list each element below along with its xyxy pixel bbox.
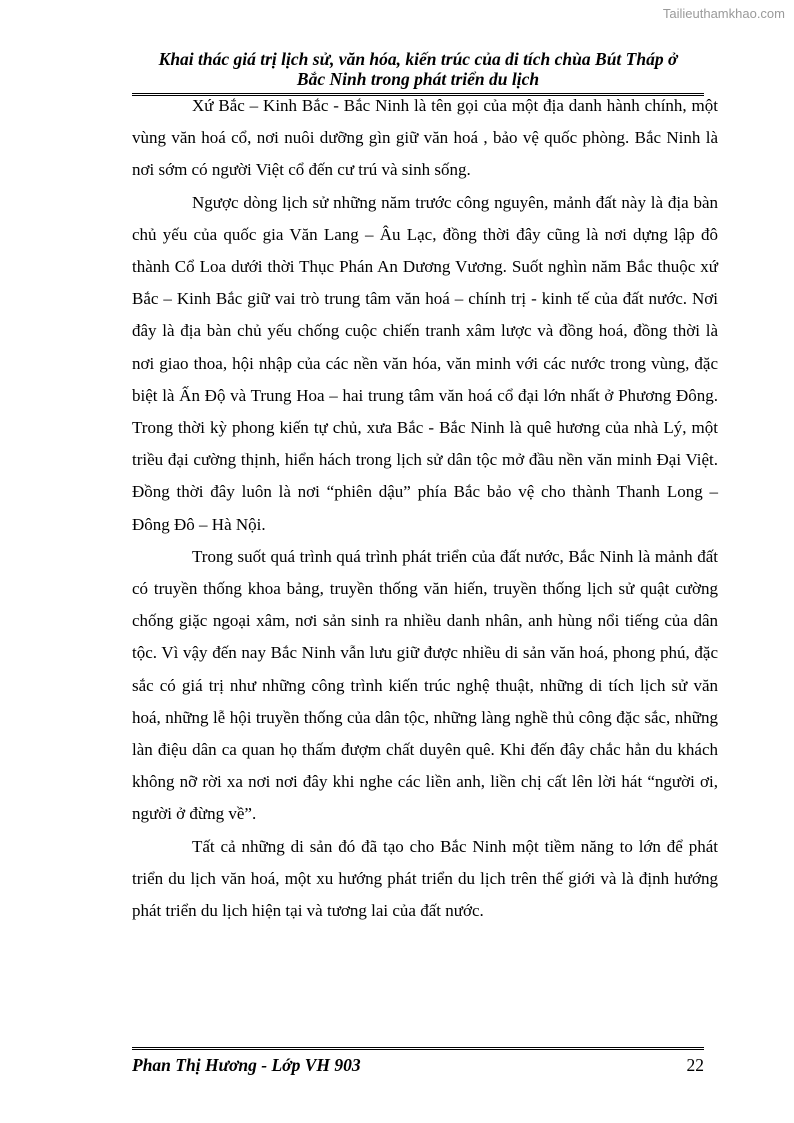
header-title-line-2: Bắc Ninh trong phát triển du lịch [296,69,540,89]
page-number: 22 [686,1055,704,1075]
paragraph: Ngược dòng lịch sử những năm trước công nguyên, mảnh đất này là địa bàn chủ yếu của quốc gia Văn Lang – Âu Lạc, đồng thời đây cũng là nơi dựng lập đô thành Cổ Loa dưới thời Thục Phán An Dương Vương. Suốt nghìn năm Bắc thuộc xứ Bắc – Kinh Bắc giữ vai trò trung tâm văn hoá – chính trị - kinh tế của đất nước. Nơi đây là địa bàn chủ yếu chống cuộc chiến tranh xâm lược và đồng hoá, đồng thời là nơi giao thoa, hội nhập của các nền văn hóa, văn minh với các nước trong vùng, đặc biệt là Ấn Độ và Trung Hoa – hai trung tâm văn hoá cổ đại lớn nhất ở Phương Đông. Trong thời kỳ phong kiến tự chủ, xưa Bắc - Bắc Ninh là quê hương của nhà Lý, một triều đại cường thịnh, hiển hách trong lịch sử dân tộc mở đầu nền văn minh Đại Việt. Đồng thời đây luôn là nơi “phiên dậu” phía Bắc bảo vệ cho thành Thanh Long – Đông Đô – Hà Nội. [132,192,718,534]
watermark: Tailieuthamkhao.com [662,6,785,21]
paragraph: Xứ Bắc – Kinh Bắc - Bắc Ninh là tên gọi của một địa danh hành chính, một vùng văn hoá cổ, nơi nuôi dưỡng gìn giữ văn hoá , bảo vệ quốc phòng. Bắc Ninh là nơi sớm có người Việt cổ đến cư trú và sinh sống. [132,96,718,180]
page-header [132,49,704,89]
footer-author: Phan Thị Hương - Lớp VH 903 [132,1055,361,1075]
header-title-line-1: Khai thác giá trị lịch sử, văn hóa, kiến trúc của di tích chùa Bút Tháp ở [158,49,678,69]
document-body [132,90,718,927]
footer-divider [132,1047,704,1050]
paragraph: Trong suốt quá trình quá trình phát triển của đất nước, Bắc Ninh là mảnh đất có truyền thống khoa bảng, truyền thống văn hiến, truyền thống lịch sử quật cường chống giặc ngoại xâm, nơi sản sinh ra nhiều danh nhân, anh hùng nổi tiếng của dân tộc. Vì vậy đến nay Bắc Ninh vẫn lưu giữ được nhiều di sản văn hoá, phong phú, đặc sắc có giá trị như những công trình kiến trúc nghệ thuật, những di tích lịch sử văn hoá, những lễ hội truyền thống của dân tộc, những làng nghề thủ công đặc sắc, những làn điệu dân ca quan họ thấm đượm chất duyên quê. Khi đến đây chắc hẳn du khách không nỡ rời xa nơi nơi đây khi nghe các liền anh, liền chị cất lên lời hát “người ơi, người ở đừng về”. [132,546,718,824]
paragraph: Tất cả những di sản đó đã tạo cho Bắc Ninh một tiềm năng to lớn để phát triển du lịch văn hoá, một xu hướng phát triển du lịch trên thế giới và là định hướng phát triển du lịch hiện tại và tương lai của đất nước. [132,836,718,921]
